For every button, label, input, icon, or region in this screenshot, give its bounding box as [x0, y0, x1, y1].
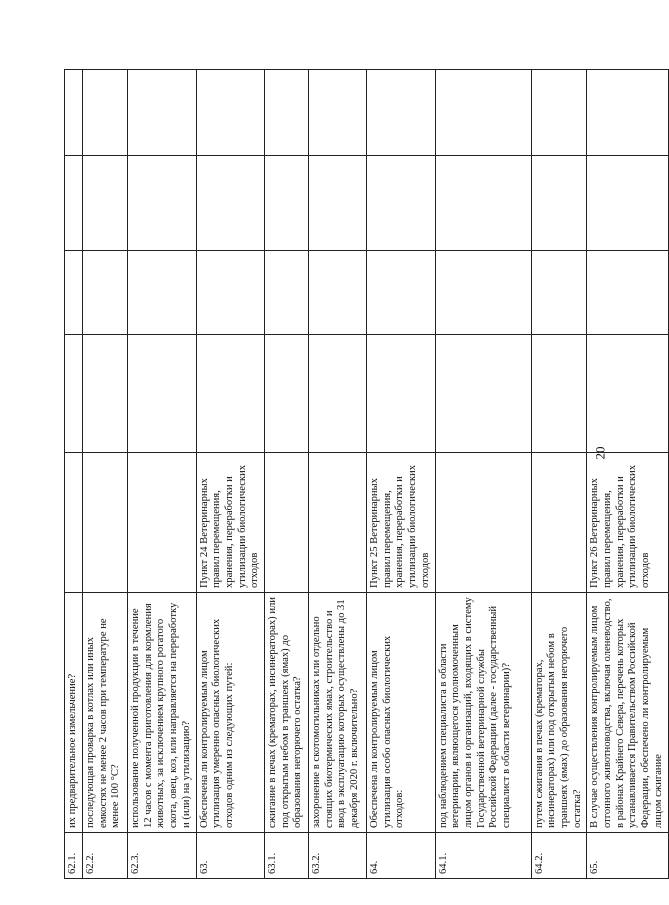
requirement-cell: их предварительное измельчение?	[65, 593, 83, 833]
answer-na-cell	[83, 156, 128, 251]
item-number-cell: 63.2.	[309, 833, 367, 879]
answer-yes-cell	[367, 335, 436, 453]
note-cell	[83, 70, 128, 156]
answer-yes-cell	[65, 335, 83, 453]
answer-na-cell	[587, 156, 668, 251]
answer-no-cell	[128, 251, 197, 335]
requirement-cell: сжигание в печах (крематорах, инсинераторах) или под открытым небом в траншеях (ямах) до образования негорючего остатка?	[265, 593, 309, 833]
answer-na-cell	[265, 156, 309, 251]
answer-na-cell	[367, 156, 436, 251]
answer-na-cell	[531, 156, 587, 251]
note-cell	[309, 70, 367, 156]
answer-yes-cell	[128, 335, 197, 453]
answer-yes-cell	[196, 335, 265, 453]
legal-reference-cell	[65, 453, 83, 593]
answer-yes-cell	[531, 335, 587, 453]
answer-yes-cell	[587, 335, 668, 453]
item-number-cell: 63.1.	[265, 833, 309, 879]
answer-no-cell	[83, 251, 128, 335]
table-row	[531, 70, 587, 879]
requirement-cell: захоронение в скотомогильниках или отдельно стоящих биотермических ямах, строительство и ввод в эксплуатацию которых осуществлены до 31 декабря 2020 г. включительно?	[309, 593, 367, 833]
note-cell	[265, 70, 309, 156]
legal-reference-cell	[265, 453, 309, 593]
answer-no-cell	[435, 251, 531, 335]
table-row	[265, 70, 309, 879]
requirement-cell: Обеспечена ли контролируемым лицом утилизация умеренно опасных биологических отходов одним из следующих путей:	[196, 593, 265, 833]
item-number-cell: 64.1.	[435, 833, 531, 879]
answer-no-cell	[367, 251, 436, 335]
table-row	[65, 70, 83, 879]
requirement-cell: В случае осуществления контролируемым лицом отгонного животноводства, включая оленеводство, в районах Крайнего Севера, перечень которых устанавливается Правительством Российской Федерации, обеспечено ли контролируемым лицом сжигание	[587, 593, 668, 833]
answer-na-cell	[435, 156, 531, 251]
item-number-cell: 62.3.	[128, 833, 197, 879]
note-cell	[531, 70, 587, 156]
item-number-cell: 62.1.	[65, 833, 83, 879]
legal-reference-cell	[435, 453, 531, 593]
legal-reference-cell	[83, 453, 128, 593]
item-number-cell: 63.	[196, 833, 265, 879]
item-number-cell: 62.2.	[83, 833, 128, 879]
legal-reference-cell: Пункт 26 Ветеринарных правил перемещения, хранения, переработки и утилизации биологических отходов	[587, 453, 668, 593]
item-number-cell: 65.	[587, 833, 668, 879]
page-number: 20	[592, 446, 608, 460]
legal-reference-cell: Пункт 24 Ветеринарных правил перемещения, хранения, переработки и утилизации биологических отходов	[196, 453, 265, 593]
answer-yes-cell	[309, 335, 367, 453]
table-row	[435, 70, 531, 879]
answer-no-cell	[65, 251, 83, 335]
checklist-table-rotated	[64, 70, 664, 879]
note-cell	[587, 70, 668, 156]
answer-yes-cell	[435, 335, 531, 453]
answer-yes-cell	[83, 335, 128, 453]
note-cell	[128, 70, 197, 156]
answer-no-cell	[309, 251, 367, 335]
legal-reference-cell	[128, 453, 197, 593]
answer-na-cell	[128, 156, 197, 251]
table-row	[83, 70, 128, 879]
answer-na-cell	[65, 156, 83, 251]
answer-na-cell	[309, 156, 367, 251]
table-row	[128, 70, 197, 879]
answer-na-cell	[196, 156, 265, 251]
requirement-cell: путем сжигания в печах (крематорах, инсинераторах) или под открытым небом в траншеях (ямах) до образования негорючего остатка?	[531, 593, 587, 833]
requirement-cell: последующая проварка в котлах или иных емкостях не менее 2 часов при температуре не менее 100 °С?	[83, 593, 128, 833]
requirement-cell: Обеспечена ли контролируемым лицом утилизация особо опасных биологических отходов:	[367, 593, 436, 833]
legal-reference-cell	[531, 453, 587, 593]
checklist-table	[64, 69, 669, 879]
answer-no-cell	[531, 251, 587, 335]
note-cell	[367, 70, 436, 156]
answer-no-cell	[196, 251, 265, 335]
answer-no-cell	[587, 251, 668, 335]
item-number-cell: 64.	[367, 833, 436, 879]
requirement-cell: использование полученной продукции в течение 12 часов с момента приготовления для кормления животных, за исключением крупного рогатого скота, овец, коз, или направляется на переработку и (или) на утилизацию?	[128, 593, 197, 833]
table-row	[367, 70, 436, 879]
table-row	[587, 70, 668, 879]
requirement-cell: под наблюдением специалиста в области ветеринарии, являющегося уполномоченным лицом органов и организаций, входящих в систему Государственной ветеринарной службы Российской Федерации (далее - государственный специалист в области ветеринарии)?	[435, 593, 531, 833]
item-number-cell: 64.2.	[531, 833, 587, 879]
note-cell	[435, 70, 531, 156]
table-row	[309, 70, 367, 879]
answer-yes-cell	[265, 335, 309, 453]
table-row	[196, 70, 265, 879]
note-cell	[65, 70, 83, 156]
legal-reference-cell	[309, 453, 367, 593]
note-cell	[196, 70, 265, 156]
legal-reference-cell: Пункт 25 Ветеринарных правил перемещения, хранения, переработки и утилизации биологических отходов	[367, 453, 436, 593]
answer-no-cell	[265, 251, 309, 335]
